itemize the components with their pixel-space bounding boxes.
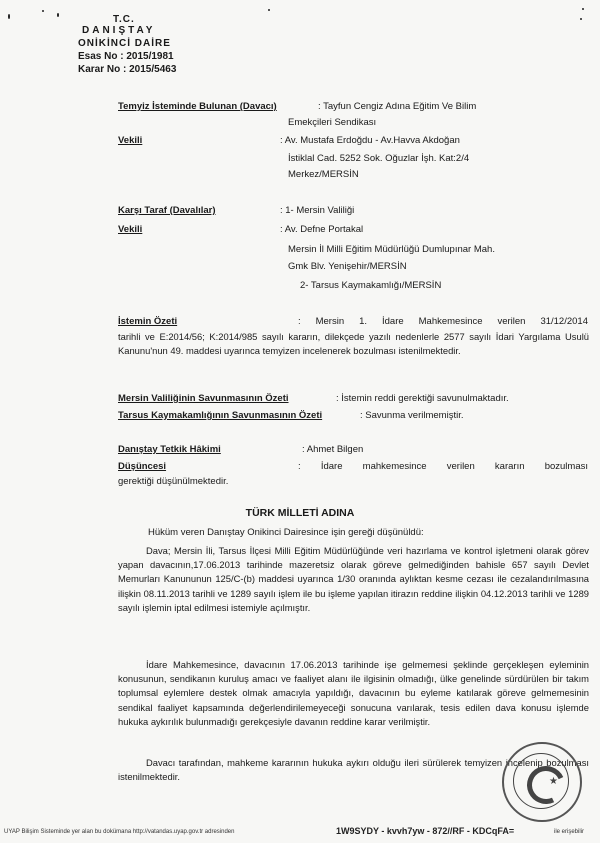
appellant-value-2: Emekçileri Sendikası xyxy=(288,117,377,128)
scan-speck xyxy=(57,13,59,17)
summary-text: tarihli ve E:2014/56; K:2014/985 sayılı kararın, dilekçede yazılı nedenlerle 2577 sayılı İdari Yargılama Usulü Kanunu'nun 49. maddesi uyarınca temyizen incelenerek bozulması istenilmektedir. xyxy=(118,331,589,357)
scan-speck xyxy=(8,14,10,19)
footer-code: 1W9SYDY - kvvh7yw - 872//RF - KDCqFA= xyxy=(336,826,515,836)
summary-first-line: : Mersin 1. İdare Mahkemesince verilen 31/12/2014 xyxy=(298,316,588,327)
respondent-value-2: 2- Tarsus Kaymakamlığı/MERSİN xyxy=(300,280,442,291)
header-tc: T.C. xyxy=(113,14,135,25)
scan-speck xyxy=(582,8,584,10)
respondent-value-1: : 1- Mersin Valiliği xyxy=(280,205,355,216)
appellant-lawyer-1: : Av. Mustafa Erdoğdu - Av.Havva Akdoğan xyxy=(280,135,460,146)
scan-speck xyxy=(268,9,270,11)
decision-intro: Hüküm veren Danıştay Onikinci Dairesince işin gereği düşünüldü: xyxy=(148,527,424,538)
star-icon: ★ xyxy=(549,776,558,787)
paragraph-1: Dava; Mersin İli, Tarsus İlçesi Milli Eğitim Müdürlüğünde veri hazırlama ve kontrol işletmeni olarak görev yapan davacının,17.06.2013 tarihinde mazeretsiz olarak göreve gelmediğinden bahisle 657 sayılı Devlet Memurları Kanununun 125/C-(b) maddesi uyarınca 1/30 oranında aylıktan kesme cezası ile cezalandırılmasına ilişkin 08.11.2013 tarihli ve 1289 sayılı işlem ile bu işleme yapılan itirazın reddine ilişkin 04.12.2013 tarihli ve 1289 sayılı işlemin iptal edilmesi istemiyle açılmıştır. xyxy=(118,545,589,613)
header-karar: Karar No : 2015/5463 xyxy=(78,64,177,75)
scan-speck xyxy=(580,18,582,20)
paragraph-2: İdare Mahkemesince, davacının 17.06.2013 tarihinde işe gelmemesi şeklinde gerçekleşen eyleminin konusunun, sendikanın kuruluş amacı ve faaliyet alanı ile ilgisinin olmadığı, ülke genelinde sürdürülen bir takım toplumsal eylemlere destek olmak amacıyla yapıldığı, davacının bu eyleme katılarak göreve gelmemesinin sendikal faaliyet kapsamında değerlendirilemeyeceği sonucuna varılarak, tesis edilen dava konusu işlemde hukuka aykırılık bulunmadığı gerekçesiyle davanın reddine karar verilmiştir. xyxy=(118,659,589,727)
header-esas: Esas No : 2015/1981 xyxy=(78,51,174,62)
tarsus-defense-label: Tarsus Kaymakamlığının Savunmasının Özeti xyxy=(118,410,323,421)
mersin-defense-label: Mersin Valiliğinin Savunmasının Özeti xyxy=(118,393,289,404)
decision-heading: TÜRK MİLLETİ ADINA xyxy=(245,507,355,519)
respondent-lawyer-1: : Av. Defne Portakal xyxy=(280,224,364,235)
summary-label: İstemin Özeti xyxy=(118,316,178,327)
judge-value: : Ahmet Bilgen xyxy=(302,444,364,455)
judge-opinion-label: Düşüncesi xyxy=(118,461,167,472)
judge-opinion-first: : İdare mahkemesince verilen kararın bozulması xyxy=(298,461,588,472)
appellant-lawyer-2: İstiklal Cad. 5252 Sok. Oğuzlar İşh. Kat:2/4 xyxy=(288,153,470,164)
judge-opinion-rest: gerektiği düşünülmektedir. xyxy=(118,476,229,487)
court-seal xyxy=(502,742,582,822)
respondent-lawyer-2: Mersin İl Milli Eğitim Müdürlüğü Dumlupınar Mah. xyxy=(288,244,495,255)
header-chamber: ONİKİNCİ DAİRE xyxy=(78,38,171,49)
respondent-lawyer-label: Vekili xyxy=(118,224,143,235)
header-court: DANIŞTAY xyxy=(82,25,156,36)
respondent-lawyer-3: Gmk Blv. Yenişehir/MERSİN xyxy=(288,261,407,272)
footer-right: ile erişebilir xyxy=(554,829,585,835)
scan-speck xyxy=(42,10,44,12)
respondent-label: Karşı Taraf (Davalılar) xyxy=(118,205,216,216)
appellant-lawyer-label: Vekili xyxy=(118,135,143,146)
mersin-defense-value: : İstemin reddi gerektiği savunulmaktadır. xyxy=(336,393,509,404)
paragraph-3: Davacı tarafından, mahkeme kararının hukuka aykırı olduğu ileri sürülerek temyizen incelenip bozulması istenilmektedir. xyxy=(118,757,589,783)
tarsus-defense-value: : Savunma verilmemiştir. xyxy=(360,410,464,421)
footer-left: UYAP Bilişim Sisteminde yer alan bu dokümana http://vatandas.uyap.gov.tr adresinden xyxy=(4,829,235,835)
appellant-lawyer-3: Merkez/MERSİN xyxy=(288,169,359,180)
appellant-value-1: : Tayfun Cengiz Adına Eğitim Ve Bilim xyxy=(318,101,477,112)
judge-label: Danıştay Tetkik Hâkimi xyxy=(118,444,221,455)
appellant-label: Temyiz İsteminde Bulunan (Davacı) xyxy=(118,101,277,112)
